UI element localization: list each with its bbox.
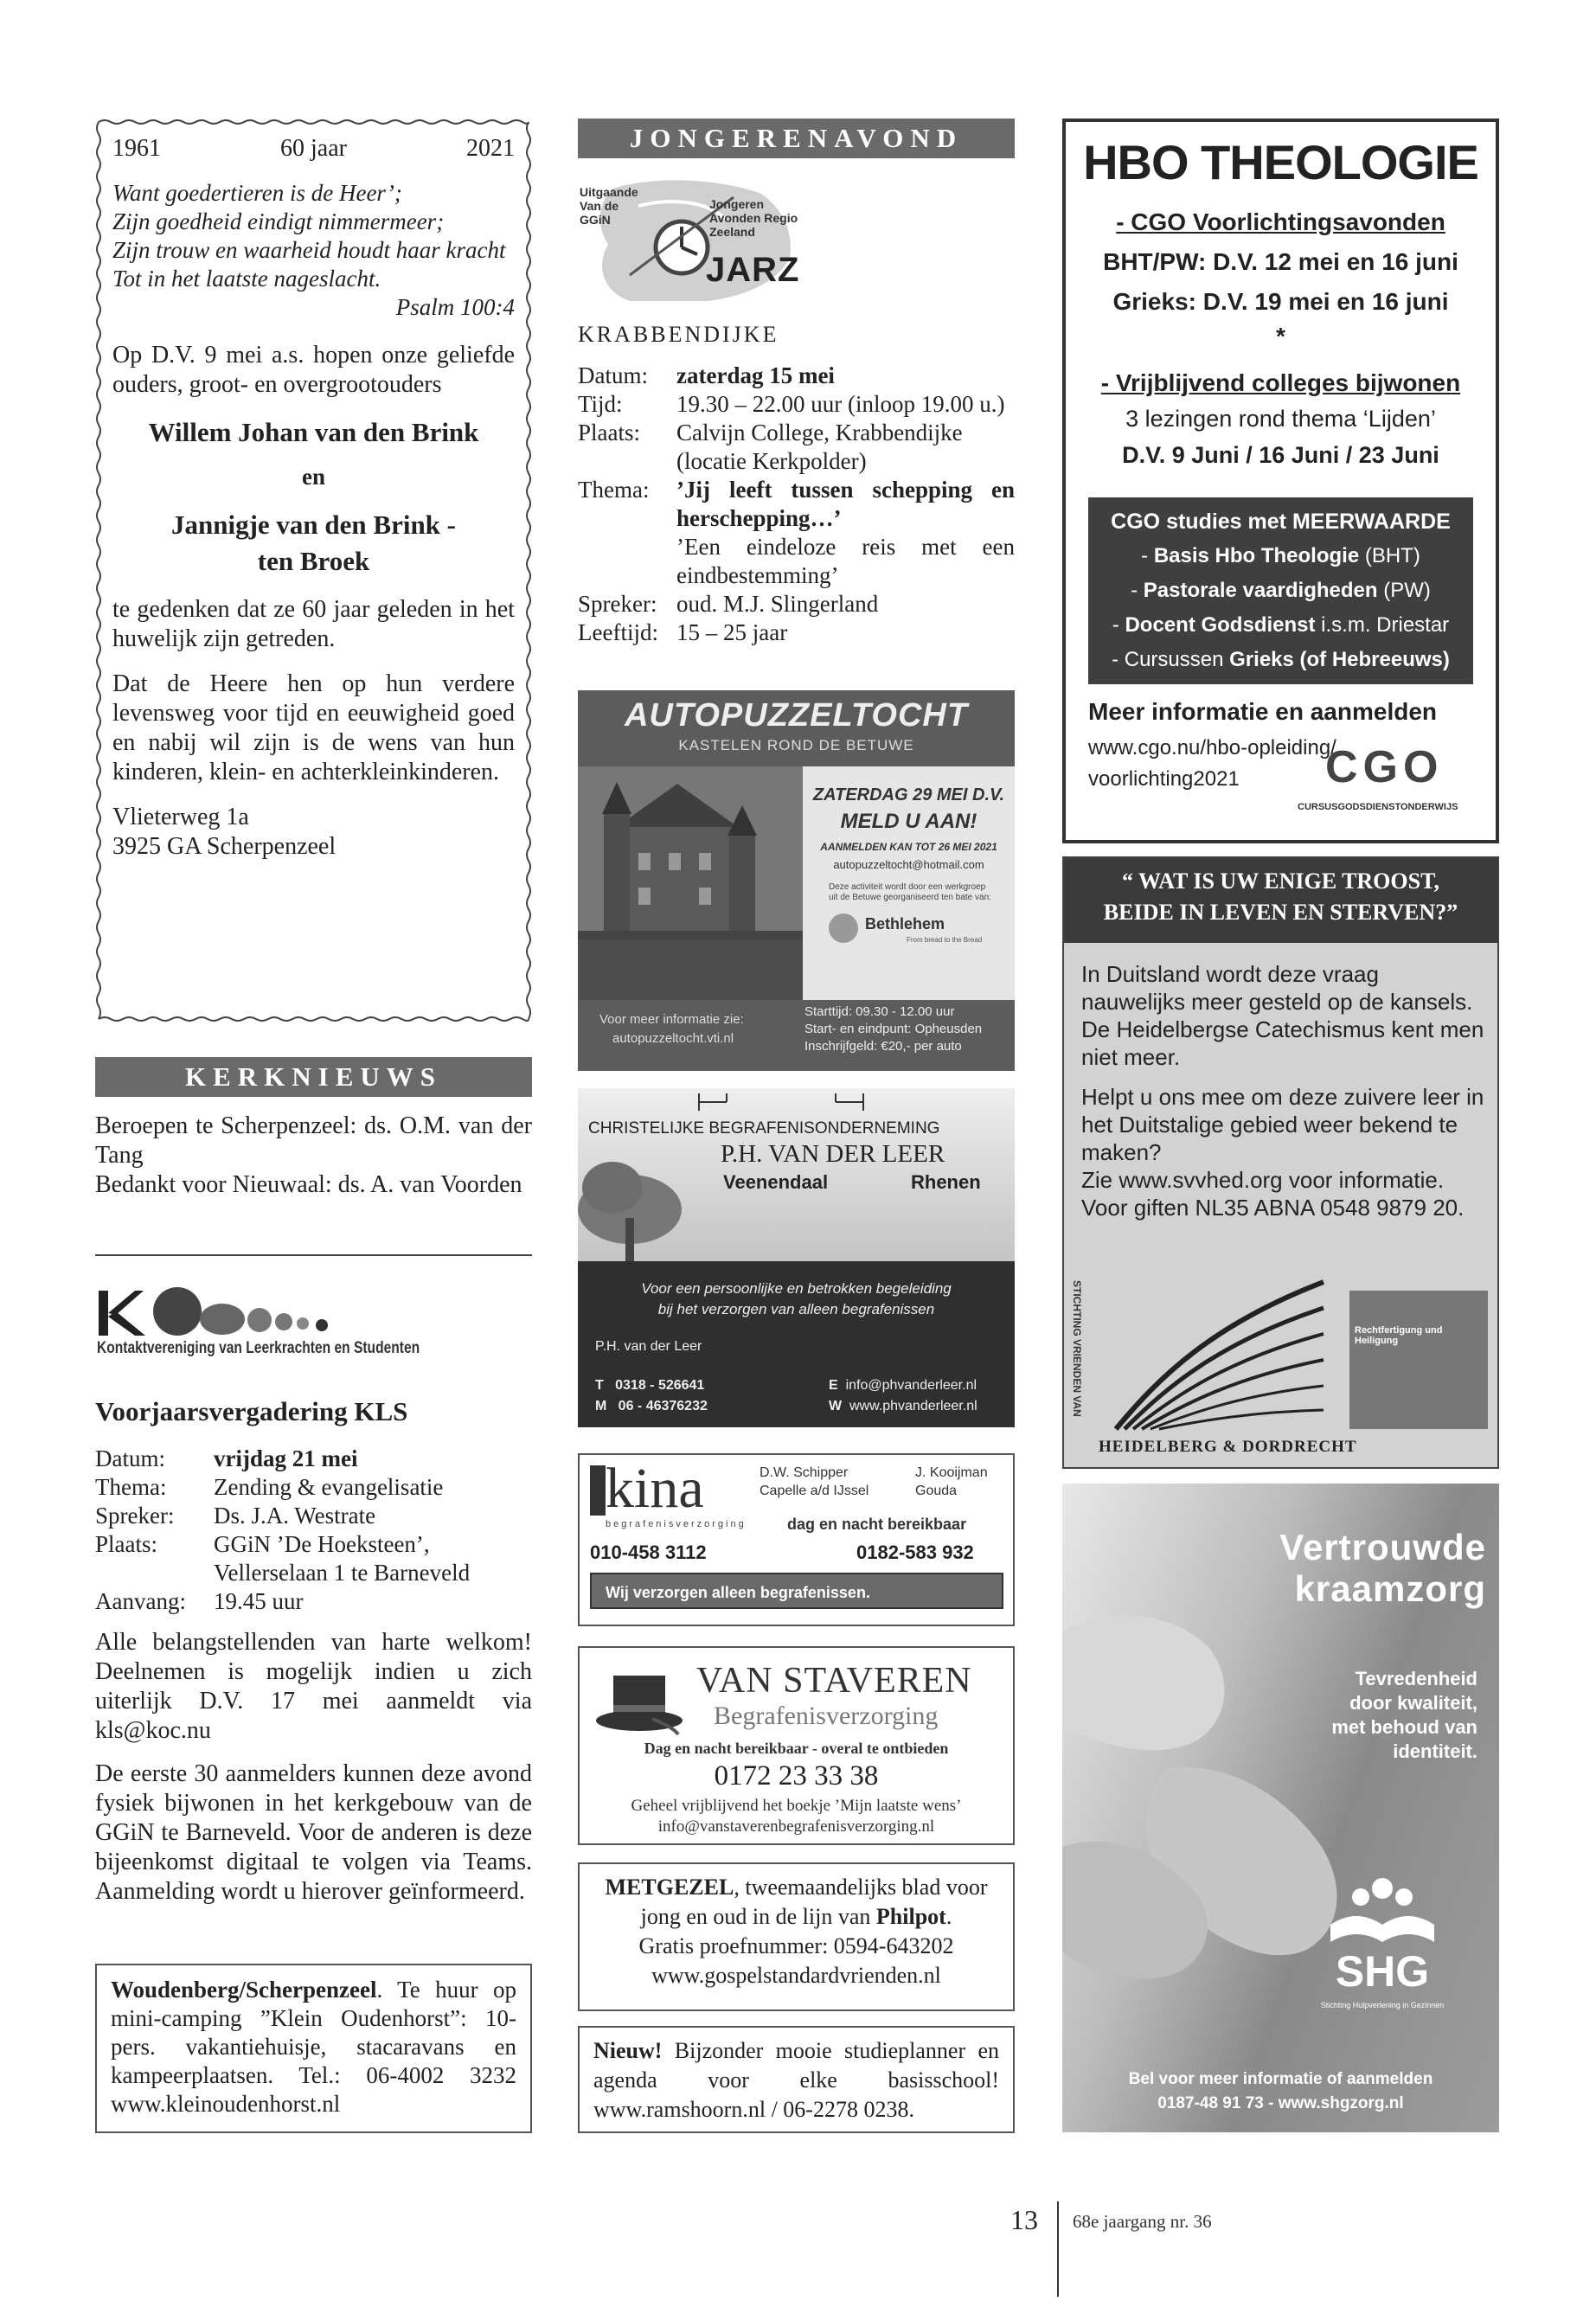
hbo-box-title: CGO studies met MEERWAARDE: [1111, 510, 1451, 534]
kina-logo-sub: begrafenisverzorging: [606, 1519, 747, 1529]
kls-label: Plaats:: [95, 1531, 157, 1557]
name-wife-line2: ten Broek: [257, 546, 370, 576]
kina-city2: Gouda: [915, 1484, 958, 1498]
jarz-logo: [578, 171, 855, 303]
hbo-sub2: - Vrijblijvend colleges bijwonen: [1100, 369, 1461, 396]
jongeren-value: (locatie Kerkpolder): [676, 448, 867, 474]
woudenberg-title: Woudenberg/Scherpenzeel: [111, 1977, 377, 2003]
leer-city2: Rhenen: [911, 1171, 981, 1193]
puzzel-call: MELD U AAN!: [840, 810, 977, 833]
leer-e-label: E: [829, 1378, 838, 1393]
verse-reference: Psalm 100:4: [395, 294, 515, 320]
name-wife-line1: Jannigje van den Brink -: [170, 510, 456, 540]
hbo-url1: www.cgo.nu/hbo-opleiding/: [1088, 736, 1336, 760]
verse-line: Want goedertieren is de Heer’;: [112, 180, 402, 206]
kerknieuws-bedankt: Bedankt voor Nieuwaal: ds. A. van Voorden: [95, 1171, 522, 1198]
verse-line: Tot in het laatste nageslacht.: [112, 266, 381, 292]
kraamzorg-ad: [1062, 1484, 1499, 2132]
hbo-studies-box: [1088, 497, 1473, 684]
kls-info: De eerste 30 aanmelders kunnen deze avond fysiek bijwonen in het kerkgebouw van de GGiN te Barneveld. Voor de anderen is deze bijeenkomst digitaal te volgen via Teams. Aanmelding wordt u hierover geïnformeerd.: [95, 1760, 532, 1905]
troost-bottom: HEIDELBERG & DORDRECHT: [1099, 1438, 1357, 1456]
kraamzorg-slogan-line: Tevredenheid: [1355, 1668, 1477, 1689]
kls-label: Datum:: [95, 1445, 165, 1471]
metgezel-text: , tweemaandelijks blad voor jong en oud in de lijn van: [640, 1875, 988, 1929]
kls-value: Ds. J.A. Westrate: [214, 1503, 376, 1529]
woudenberg-text: . Te huur op mini-camping ”Klein Oudenhorst”: 10-pers. vakantiehuisje, stacaravans en kampeerplaatsen. Tel.: 06-4002 3232 www.kleinoudenhorst.nl: [111, 1977, 516, 2117]
jongeren-label: Spreker:: [578, 591, 657, 617]
vanstaveren-sub: Begrafenisverzorging: [714, 1702, 939, 1730]
hbo-line1: BHT/PW: D.V. 12 mei en 16 juni: [1103, 248, 1458, 275]
troost-q2: BEIDE IN LEVEN EN STERVEN?”: [1103, 900, 1458, 925]
kls-logo-subtitle: Kontaktvereniging van Leerkrachten en Studenten: [97, 1339, 420, 1357]
kraamzorg-contact: 0187-48 91 73 - www.shgzorg.nl: [1157, 2094, 1404, 2112]
studieplanner-text: Bijzonder mooie studieplanner en agenda voor elke basisschool! www.ramshoorn.nl / 06-2278 0238.: [593, 2038, 999, 2122]
swoosh-illustration: [1107, 1273, 1332, 1438]
metgezel-website: www.gospelstandardvrienden.nl: [651, 1963, 941, 1988]
hbo-theologie-ad: [1062, 119, 1499, 843]
jarz-logo-top: Uitgaande Van de GGiN: [580, 185, 638, 227]
kraamzorg-slogan-line: identiteit.: [1393, 1740, 1477, 1762]
leer-person: P.H. van der Leer: [595, 1339, 702, 1354]
kls-value: Vellerselaan 1 te Barneveld: [214, 1560, 471, 1586]
troost-p1: In Duitsland wordt deze vraag nauwelijks meer gesteld op de kansels. De Heidelbergse Catechismus kent men niet meer.: [1081, 961, 1484, 1070]
hat-icon: [592, 1667, 687, 1736]
vanstaveren-availability: Dag en nacht bereikbaar - overal te ontbieden: [644, 1740, 949, 1757]
leer-t-label: T: [595, 1378, 604, 1393]
address-line2: 3925 GA Scherpenzeel: [112, 833, 337, 860]
vanderleer-ad: [578, 1088, 1015, 1427]
hbo-box-item: - Pastorale vaardigheden (PW): [1131, 579, 1431, 602]
woudenberg-ad: [95, 1964, 532, 2133]
troost-q1: “ WAT IS UW ENIGE TROOST,: [1121, 868, 1440, 894]
metgezel-philpot: Philpot: [875, 1904, 946, 1929]
troost-ad: [1062, 856, 1499, 1469]
shg-book-icon: [1322, 1873, 1443, 1951]
kraamzorg-slogan-line: door kwaliteit,: [1349, 1692, 1477, 1714]
leer-city1: Veenendaal: [723, 1171, 829, 1193]
kina-logo: kina: [606, 1457, 704, 1520]
jongeren-label: Tijd:: [578, 391, 623, 417]
book-cover: [1349, 1291, 1488, 1429]
metgezel-ad: [578, 1862, 1015, 2011]
jongerenavond-header: JONGERENAVOND: [578, 119, 1015, 158]
troost-side-text: STICHTING VRIENDEN VAN: [1071, 1280, 1083, 1417]
jongeren-label: Datum:: [578, 362, 648, 388]
metgezel-phone: Gratis proefnummer: 0594-643202: [638, 1933, 954, 1958]
studieplanner-new: Nieuw!: [593, 2038, 663, 2063]
hbo-line3: 3 lezingen rond thema ‘Lijden’: [1125, 406, 1436, 432]
leer-website: www.phvanderleer.nl: [849, 1399, 977, 1413]
puzzel-info-url: autopuzzeltocht.vti.nl: [612, 1031, 734, 1046]
kls-value: GGiN ’De Hoeksteen’,: [214, 1531, 430, 1557]
shg-logo: SHG: [1335, 1947, 1430, 1996]
kraamzorg-slogan-line: met behoud van: [1331, 1716, 1477, 1738]
kls-details: [95, 1445, 470, 1616]
metgezel-text-end: .: [945, 1904, 952, 1929]
kina-phone2: 0182-583 932: [856, 1541, 974, 1563]
leer-m-label: M: [595, 1399, 607, 1413]
hbo-box-item: - Docent Godsdienst i.s.m. Driestar: [1112, 613, 1450, 637]
jarz-logo-right: Jongeren Avonden Regio Zeeland: [709, 197, 798, 239]
year-end: 2021: [466, 135, 515, 162]
vanstaveren-phone: 0172 23 33 38: [714, 1760, 879, 1791]
hbo-more: Meer informatie en aanmelden: [1088, 698, 1438, 725]
edition: 68e jaargang nr. 36: [1073, 2211, 1212, 2232]
hbo-title: HBO THEOLOGIE: [1083, 135, 1478, 189]
cgo-logo-sub: CURSUSGODSDIENSTONDERWIJS: [1298, 802, 1458, 812]
castle-illustration: [578, 766, 803, 1000]
puzzel-fee: Inschrijfgeld: €20,- per auto: [804, 1039, 962, 1054]
year-start: 1961: [112, 135, 161, 162]
jongeren-value: ’Jij leeft tussen schepping en herschepping…’: [676, 477, 1015, 531]
kls-value: 19.45 uur: [214, 1588, 304, 1614]
metgezel-title: METGEZEL: [605, 1875, 734, 1900]
puzzel-note: Deze activiteit wordt door een werkgroep uit de Betuwe georganiseerd ten bate van:: [829, 882, 991, 902]
puzzel-info-panel: [803, 766, 1015, 1000]
kina-phone1: 010-458 3112: [590, 1541, 707, 1563]
years-label: 60 jaar: [280, 135, 347, 162]
shg-logo-sub: Stichting Hulpverlening in Gezinnen: [1320, 2001, 1445, 2009]
leer-slogan2: bij het verzorgen van alleen begrafenissen: [657, 1301, 935, 1317]
vanstaveren-name: VAN STAVEREN: [696, 1661, 972, 1701]
hbo-line4: D.V. 9 Juni / 16 Juni / 23 Juni: [1122, 442, 1439, 468]
event-location: KRABBENDIJKE: [578, 322, 779, 347]
jongeren-value: 19.30 – 22.00 uur (inloop 19.00 u.): [676, 391, 1005, 417]
puzzel-date: ZATERDAG 29 MEI D.V.: [812, 785, 1005, 804]
kls-label: Spreker:: [95, 1503, 175, 1529]
puzzel-deadline: AANMELDEN KAN TOT 26 MEI 2021: [820, 841, 997, 853]
castle-photo: [578, 766, 803, 1000]
cgo-logo: CGO: [1325, 742, 1444, 792]
anniversary-announcement: [95, 119, 532, 1022]
puzzel-subtitle: KASTELEN ROND DE BETUWE: [678, 737, 914, 753]
kina-availability: dag en nacht bereikbaar: [787, 1516, 967, 1533]
puzzel-start: Starttijd: 09.30 - 12.00 uur: [804, 1004, 955, 1019]
troost-p2: Helpt u ons mee om deze zuivere leer in het Duitstalige gebied weer bekend te maken?: [1081, 1084, 1484, 1165]
kls-welcome: Alle belangstellenden van harte welkom! Deelnemen is mogelijk indien u zich uiterlijk D.V. 17 mei aanmeldt via kls@koc.nu: [95, 1629, 532, 1744]
kina-ad: [578, 1453, 1015, 1626]
jongeren-details: [578, 362, 1015, 647]
jongeren-value: oud. M.J. Slingerland: [676, 591, 879, 617]
page-number: 13: [1010, 2204, 1038, 2235]
leer-name: P.H. VAN DER LEER: [721, 1140, 945, 1168]
puzzel-info-label: Voor meer informatie zie:: [599, 1012, 744, 1027]
kls-title: Voorjaarsvergadering KLS: [95, 1396, 408, 1426]
footer-divider: [1057, 2202, 1059, 2297]
leer-mobile: 06 - 46376232: [618, 1399, 708, 1413]
studieplanner-ad: [578, 2026, 1015, 2133]
hbo-sub1: - CGO Voorlichtingsavonden: [1116, 208, 1445, 235]
and-word: en: [302, 464, 325, 490]
jongeren-label: Plaats:: [578, 420, 640, 445]
hbo-url2: voorlichting2021: [1088, 767, 1240, 791]
jongeren-value: ’Een eindeloze reis met een eindbestemming’: [676, 534, 1015, 588]
jongeren-value: Calvijn College, Krabbendijke: [676, 420, 963, 445]
leer-w-label: W: [829, 1399, 843, 1413]
troost-p3: Zie www.svvhed.org voor informatie.: [1081, 1167, 1445, 1193]
puzzel-org: Bethlehem: [865, 915, 945, 933]
verse-line: Zijn goedheid eindigt nimmermeer;: [112, 208, 445, 234]
kls-label: [95, 1559, 214, 1587]
puzzel-place: Start- en eindpunt: Opheusden: [804, 1022, 983, 1036]
jongeren-value: 15 – 25 jaar: [676, 619, 788, 645]
puzzel-org-sub: From bread to the Bread: [907, 936, 983, 944]
hbo-line2: Grieks: D.V. 19 mei en 16 juni: [1112, 288, 1449, 315]
leer-email: info@phvanderleer.nl: [845, 1378, 977, 1393]
book-title: Rechtfertigung und Heiligung: [1355, 1325, 1443, 1346]
verse-line: Zijn trouw en waarheid houdt haar kracht: [112, 237, 506, 263]
vanstaveren-ad: [578, 1646, 1015, 1845]
vanstaveren-booklet: Geheel vrijblijvend het boekje ’Mijn laatste wens’: [631, 1797, 962, 1815]
hbo-box-item: - Basis Hbo Theologie (BHT): [1141, 544, 1420, 567]
kina-slogan: Wij verzorgen alleen begrafenissen.: [590, 1573, 1003, 1609]
kls-label: Thema:: [95, 1474, 167, 1500]
hbo-box-item: - Cursussen Grieks (of Hebreeuws): [1112, 648, 1450, 671]
name-husband: Willem Johan van den Brink: [148, 417, 479, 447]
kls-label: Aanvang:: [95, 1588, 186, 1614]
kina-person1: D.W. Schipper: [760, 1465, 849, 1480]
hbo-star: *: [1276, 323, 1285, 349]
jongeren-label: [578, 447, 676, 476]
kerknieuws-header: KERKNIEUWS: [95, 1057, 532, 1097]
leer-phone: 0318 - 526641: [615, 1378, 705, 1393]
kls-value: vrijdag 21 mei: [214, 1445, 358, 1471]
leer-header: CHRISTELIJKE BEGRAFENISONDERNEMING: [588, 1119, 940, 1138]
intro-text: Op D.V. 9 mei a.s. hopen onze geliefde ouders, groot- en overgrootouders: [112, 342, 515, 398]
jongeren-label: [578, 533, 676, 590]
kina-city1: Capelle a/d IJssel: [760, 1484, 869, 1498]
jongeren-value: zaterdag 15 mei: [676, 362, 835, 388]
leer-slogan1: Voor een persoonlijke en betrokken begeleiding: [641, 1280, 952, 1297]
kraamzorg-call: Bel voor meer informatie of aanmelden: [1128, 2070, 1433, 2088]
jarz-logo-name: JARZ: [706, 251, 800, 289]
anniversary-text: te gedenken dat ze 60 jaar geleden in het huwelijk zijn getreden.: [112, 596, 515, 652]
kls-logo: [95, 1280, 424, 1362]
address-line1: Vlieterweg 1a: [112, 804, 249, 830]
jongeren-label: Thema:: [578, 477, 650, 503]
bethlehem-icon: [829, 913, 858, 943]
puzzel-email: autopuzzeltocht@hotmail.com: [833, 858, 984, 871]
kraamzorg-title2: kraamzorg: [1294, 1568, 1486, 1609]
divider: [95, 1254, 532, 1256]
wish-text: Dat de Heere hen op hun verdere levensweg voor tijd en eeuwigheid goed en nabij wil zijn is de wens van hun kinderen, klein- en achterkleinkinderen.: [112, 670, 515, 785]
kina-logo-mark: [590, 1465, 606, 1516]
kina-person2: J. Kooijman: [915, 1465, 988, 1480]
kerknieuws-beroepen: Beroepen te Scherpenzeel: ds. O.M. van der Tang: [95, 1112, 532, 1169]
puzzel-title: AUTOPUZZELTOCHT: [624, 697, 969, 734]
kls-value: Zending & evangelisatie: [214, 1474, 444, 1500]
jongeren-label: Leeftijd:: [578, 619, 658, 645]
kraamzorg-title1: Vertrouwde: [1279, 1527, 1486, 1567]
troost-p4: Voor giften NL35 ABNA 0548 9879 20.: [1081, 1195, 1465, 1221]
autopuzzeltocht-ad: [578, 690, 1015, 1071]
vanstaveren-email: info@vanstaverenbegrafenisverzorging.nl: [657, 1817, 935, 1836]
